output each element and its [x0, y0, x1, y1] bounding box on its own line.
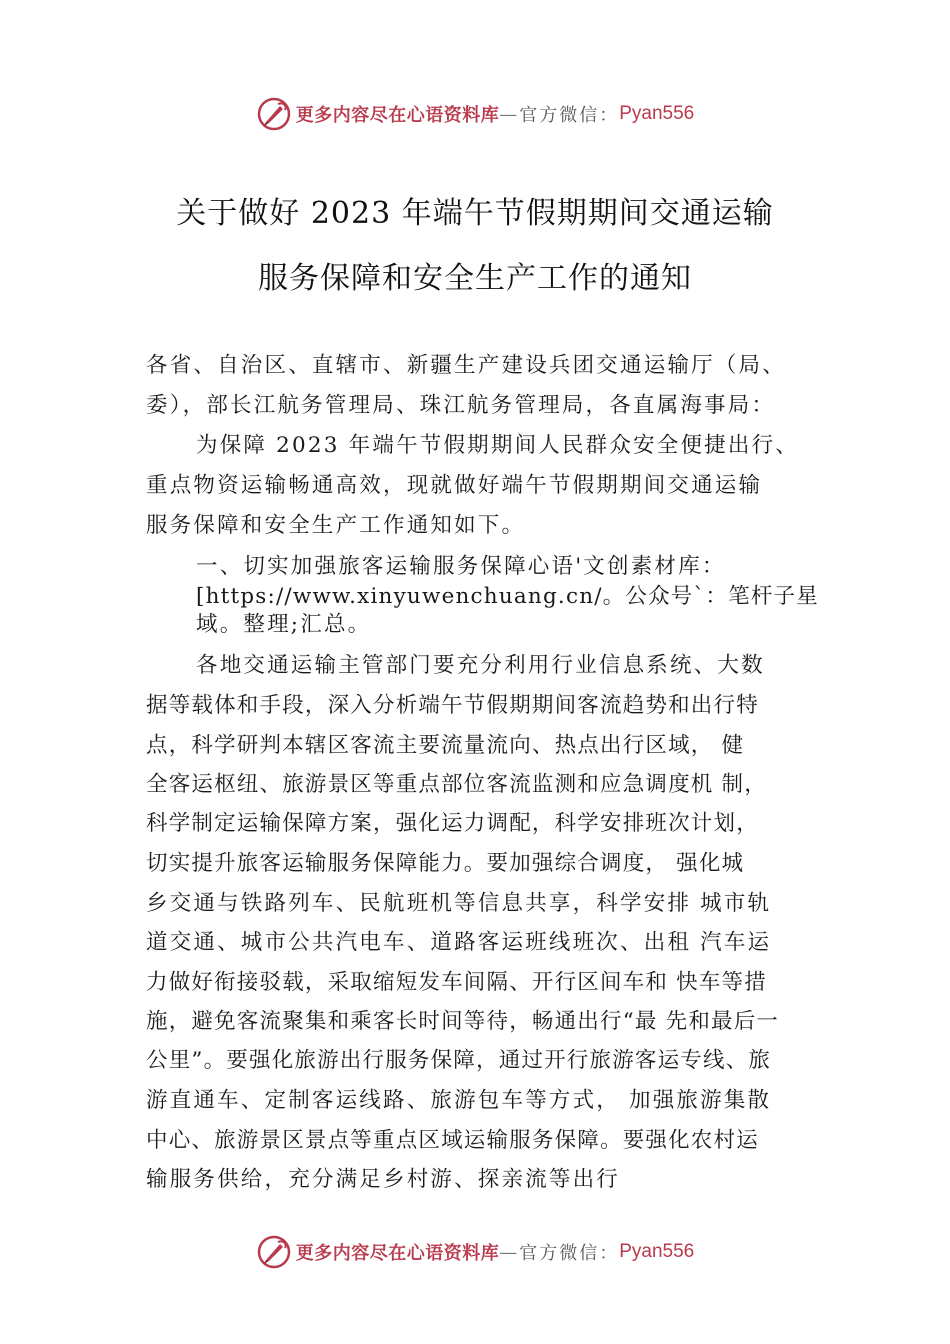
body-line: 服务保障和安全生产工作通知如下。	[146, 513, 526, 538]
body-line: 力做好衔接驳载，采取缩短发车间隔、开行区间车和 快车等措	[146, 970, 767, 995]
banner-separator: —	[499, 1241, 520, 1263]
body-line: 重点物资运输畅通高效，现就做好端午节假期期间交通运输	[146, 473, 763, 498]
body-line: 各省、自治区、直辖市、新疆生产建设兵团交通运输厅（局、	[146, 353, 786, 378]
body-line: 切实提升旅客运输服务保障能力。要加强综合调度， 强化城	[146, 851, 745, 876]
banner-wechat-label: 官方微信：	[519, 105, 620, 126]
banner-wechat-label: 官方微信：	[519, 1243, 620, 1264]
body-line: 全客运枢纽、旅游景区等重点部位客流监测和应急调度机 制，	[146, 772, 767, 797]
banner-text: 更多内容尽在心语资料库	[295, 1243, 500, 1264]
body-line: 游直通车、定制客运线路、旅游包车等方式， 加强旅游集散	[146, 1088, 772, 1113]
footer-banner	[0, 1232, 950, 1272]
body-line: 乡交通与铁路列车、民航班机等信息共享，科学安排 城市轨	[146, 891, 772, 916]
header-banner	[0, 94, 950, 134]
body-line: 中心、旅游景区景点等重点区域运输服务保障。要强化农村运	[146, 1128, 759, 1153]
quill-pen-logo-icon	[256, 96, 292, 132]
body-line: 域。整理;汇总。	[196, 612, 372, 637]
body-line: 施，避免客流聚集和乘客长时间等待，畅通出行“最 先和最后一	[146, 1009, 780, 1034]
body-line: 据等载体和手段，深入分析端午节假期期间客流趋势和出行特	[146, 693, 759, 718]
body-line: [https://www.xinyuwenchuang.cn/。公众号`：笔杆子星	[196, 584, 819, 609]
quill-pen-logo-icon	[256, 1234, 292, 1270]
body-line: 道交通、城市公共汽电车、道路客运班线班次、出租 汽车运	[146, 930, 772, 955]
body-line: 各地交通运输主管部门要充分利用行业信息系统、大数	[196, 653, 765, 678]
banner-wechat-id: Pyan556	[619, 103, 695, 124]
banner-separator: —	[499, 103, 520, 125]
body-line: 科学制定运输保障方案，强化运力调配，科学安排班次计划，	[146, 811, 759, 836]
body-line: 输服务供给，充分满足乡村游、探亲流等出行	[146, 1167, 621, 1192]
banner-text: 更多内容尽在心语资料库	[295, 105, 500, 126]
banner-wechat-id: Pyan556	[619, 1241, 695, 1262]
document-title-line-2: 服务保障和安全生产工作的通知	[258, 261, 692, 296]
body-line: 委），部长江航务管理局、珠江航务管理局，各直属海事局：	[146, 393, 776, 418]
body-line: 公里”。要强化旅游出行服务保障，通过开行旅游客运专线、旅	[146, 1048, 772, 1073]
body-line: 为保障 2023 年端午节假期期间人民群众安全便捷出行、	[196, 433, 799, 458]
body-line: 点，科学研判本辖区客流主要流量流向、热点出行区域， 健	[146, 733, 745, 758]
document-title-line-1: 关于做好 2023 年端午节假期期间交通运输	[176, 196, 774, 231]
section-heading: 一、切实加强旅客运输服务保障心语'文创素材库：	[196, 554, 726, 579]
